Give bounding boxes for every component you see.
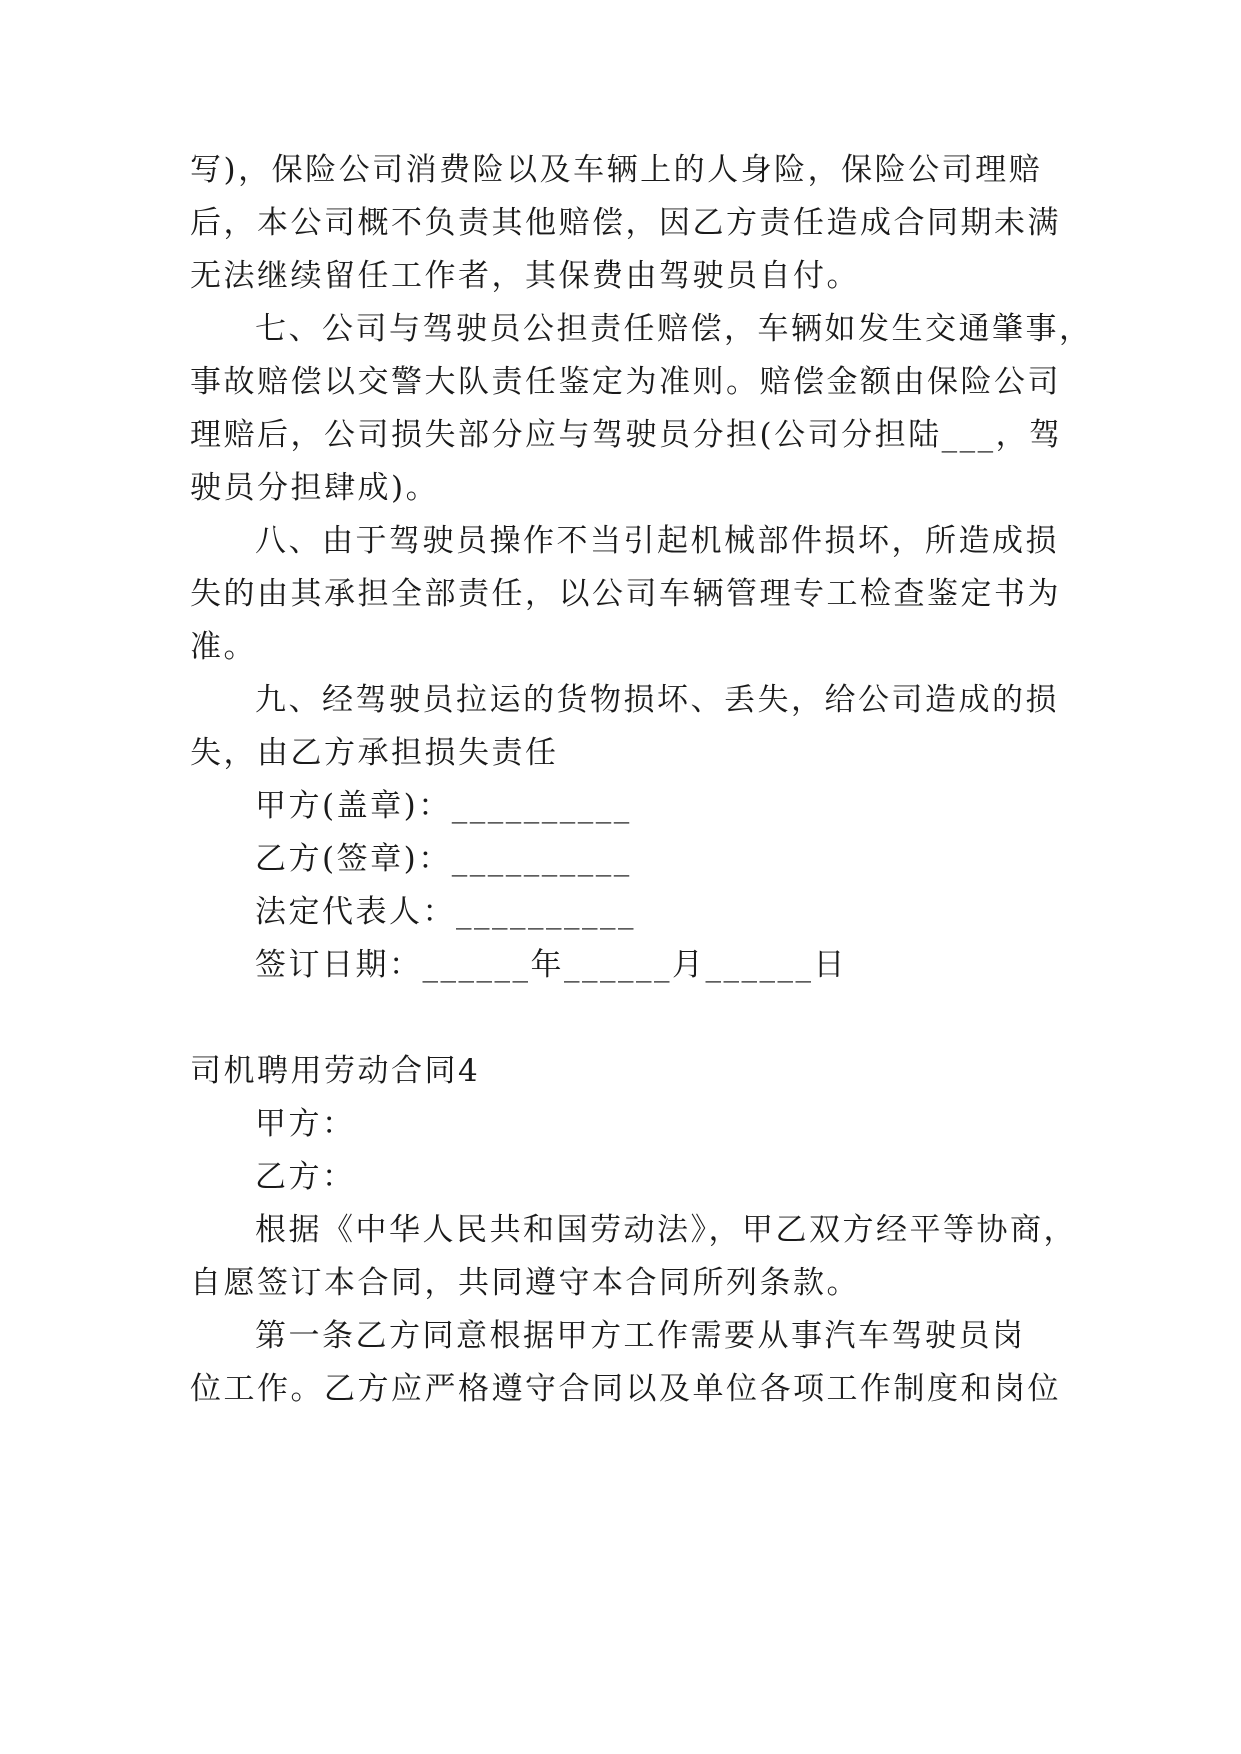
text-line: 理赔后，公司损失部分应与驾驶员分担(公司分担陆___，驾 (190, 417, 1063, 453)
paragraph-seven: 七、公司与驾驶员公担责任赔偿，车辆如发生交通肇事， (255, 311, 1093, 347)
party-a-signature-line: 甲方(盖章)：__________ (255, 788, 632, 824)
party-b-line: 乙方： (255, 1159, 356, 1195)
paragraph-eight: 八、由于驾驶员操作不当引起机械部件损坏，所造成损 (255, 523, 1059, 559)
legal-representative-line: 法定代表人：__________ (255, 894, 636, 930)
text-line: 准。 (190, 629, 257, 665)
preamble-paragraph: 根据《中华人民共和国劳动法》，甲乙双方经平等协商， (255, 1212, 1077, 1248)
text-line: 写)，保险公司消费险以及车辆上的人身险，保险公司理赔 (190, 152, 1043, 188)
text-line: 后，本公司概不负责其他赔偿，因乙方责任造成合同期未满 (190, 205, 1061, 241)
paragraph-nine: 九、经驾驶员拉运的货物损坏、丢失，给公司造成的损 (255, 682, 1059, 718)
article-one: 第一条乙方同意根据甲方工作需要从事汽车驾驶员岗 (255, 1318, 1026, 1354)
text-line: 无法继续留任工作者，其保费由驾驶员自付。 (190, 258, 860, 294)
text-line: 位工作。乙方应严格遵守合同以及单位各项工作制度和岗位 (190, 1371, 1061, 1407)
contract-title: 司机聘用劳动合同4 (190, 1053, 481, 1089)
text-line: 自愿签订本合同，共同遵守本合同所列条款。 (190, 1265, 860, 1301)
party-a-line: 甲方： (255, 1106, 356, 1142)
text-line: 失，由乙方承担损失责任 (190, 735, 559, 771)
signing-date-line: 签订日期：______年______月______日 (255, 947, 847, 983)
party-b-signature-line: 乙方(签章)：__________ (255, 841, 632, 877)
text-line: 驶员分担肆成)。 (190, 470, 440, 506)
text-line: 失的由其承担全部责任，以公司车辆管理专工检查鉴定书为 (190, 576, 1061, 612)
text-line: 事故赔偿以交警大队责任鉴定为准则。赔偿金额由保险公司 (190, 364, 1061, 400)
